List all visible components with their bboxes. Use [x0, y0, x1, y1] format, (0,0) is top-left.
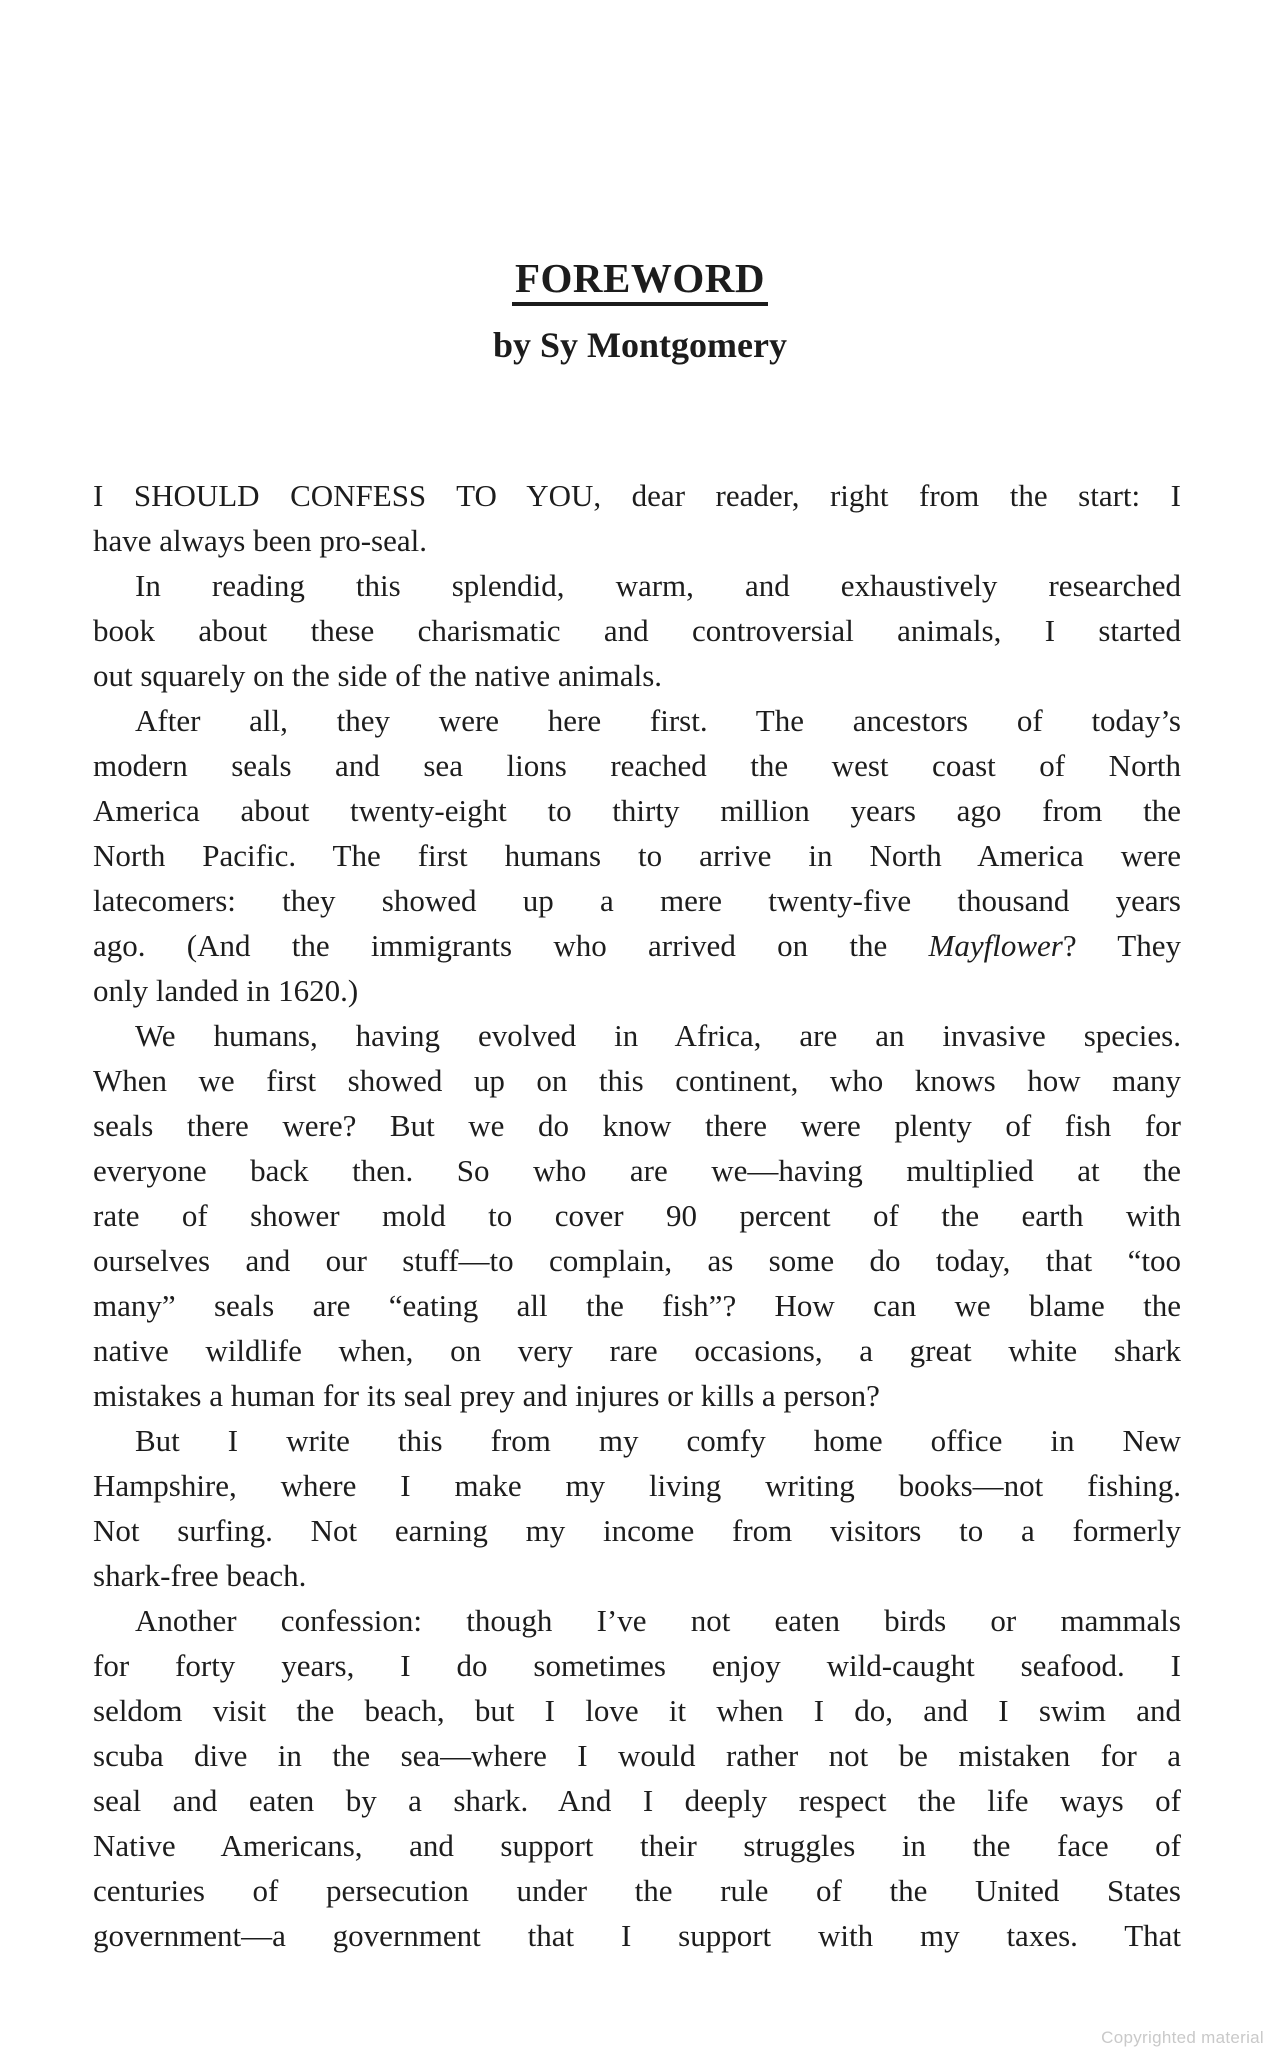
text-line: When we first showed up on this continent, who knows how many — [93, 1063, 1181, 1098]
text-line: have always been pro-seal. — [93, 523, 427, 558]
text-line: Native Americans, and support their struggles in the face of — [93, 1828, 1181, 1863]
text-line: scuba dive in the sea—where I would rather not be mistaken for a — [93, 1738, 1181, 1773]
text-line: many” seals are “eating all the fish”? How can we blame the — [93, 1288, 1181, 1323]
text-line: seal and eaten by a shark. And I deeply respect the life ways of — [93, 1783, 1181, 1818]
text-line: latecomers: they showed up a mere twenty-five thousand years — [93, 883, 1181, 918]
text-line: centuries of persecution under the rule of the United States — [93, 1873, 1181, 1908]
text-line: ago. (And the immigrants who arrived on the Mayflower? They — [93, 928, 1181, 963]
text-line: In reading this splendid, warm, and exhaustively researched — [135, 568, 1181, 603]
text-line: But I write this from my comfy home office in New — [135, 1423, 1181, 1458]
text-line: everyone back then. So who are we—having multiplied at the — [93, 1153, 1181, 1188]
text-line: Another confession: though I’ve not eaten birds or mammals — [135, 1603, 1181, 1638]
copyright-watermark: Copyrighted material — [1101, 2028, 1264, 2047]
body-text — [93, 473, 1181, 1958]
text-line: North Pacific. The first humans to arrive in North America were — [93, 838, 1181, 873]
text-line: native wildlife when, on very rare occasions, a great white shark — [93, 1333, 1181, 1368]
text-line: only landed in 1620.) — [93, 973, 359, 1008]
text-line: mistakes a human for its seal prey and injures or kills a person? — [93, 1378, 880, 1413]
text-line: shark-free beach. — [93, 1558, 307, 1593]
text-line: for forty years, I do sometimes enjoy wild-caught seafood. I — [93, 1648, 1181, 1683]
text-line: government—a government that I support with my taxes. That — [93, 1918, 1181, 1953]
text-line: ourselves and our stuff—to complain, as some do today, that “too — [93, 1243, 1181, 1278]
text-line: rate of shower mold to cover 90 percent of the earth with — [93, 1198, 1181, 1233]
text-line: seals there were? But we do know there were plenty of fish for — [93, 1108, 1181, 1143]
text-line: Hampshire, where I make my living writing books—not fishing. — [93, 1468, 1181, 1503]
text-line: I SHOULD CONFESS TO YOU, dear reader, right from the start: I — [93, 478, 1181, 513]
text-line: seldom visit the beach, but I love it when I do, and I swim and — [93, 1693, 1181, 1728]
text-line: Not surfing. Not earning my income from visitors to a formerly — [93, 1513, 1181, 1548]
text-line: modern seals and sea lions reached the west coast of North — [93, 748, 1181, 783]
text-line: America about twenty-eight to thirty million years ago from the — [93, 793, 1181, 828]
page-title: FOREWORD — [512, 256, 768, 306]
byline: by Sy Montgomery — [493, 325, 787, 365]
title-block — [0, 256, 1280, 306]
text-line: out squarely on the side of the native animals. — [93, 658, 663, 693]
text-line: We humans, having evolved in Africa, are an invasive species. — [135, 1018, 1181, 1053]
text-line: book about these charismatic and controversial animals, I started — [93, 613, 1181, 648]
text-line: After all, they were here first. The ancestors of today’s — [135, 703, 1181, 738]
